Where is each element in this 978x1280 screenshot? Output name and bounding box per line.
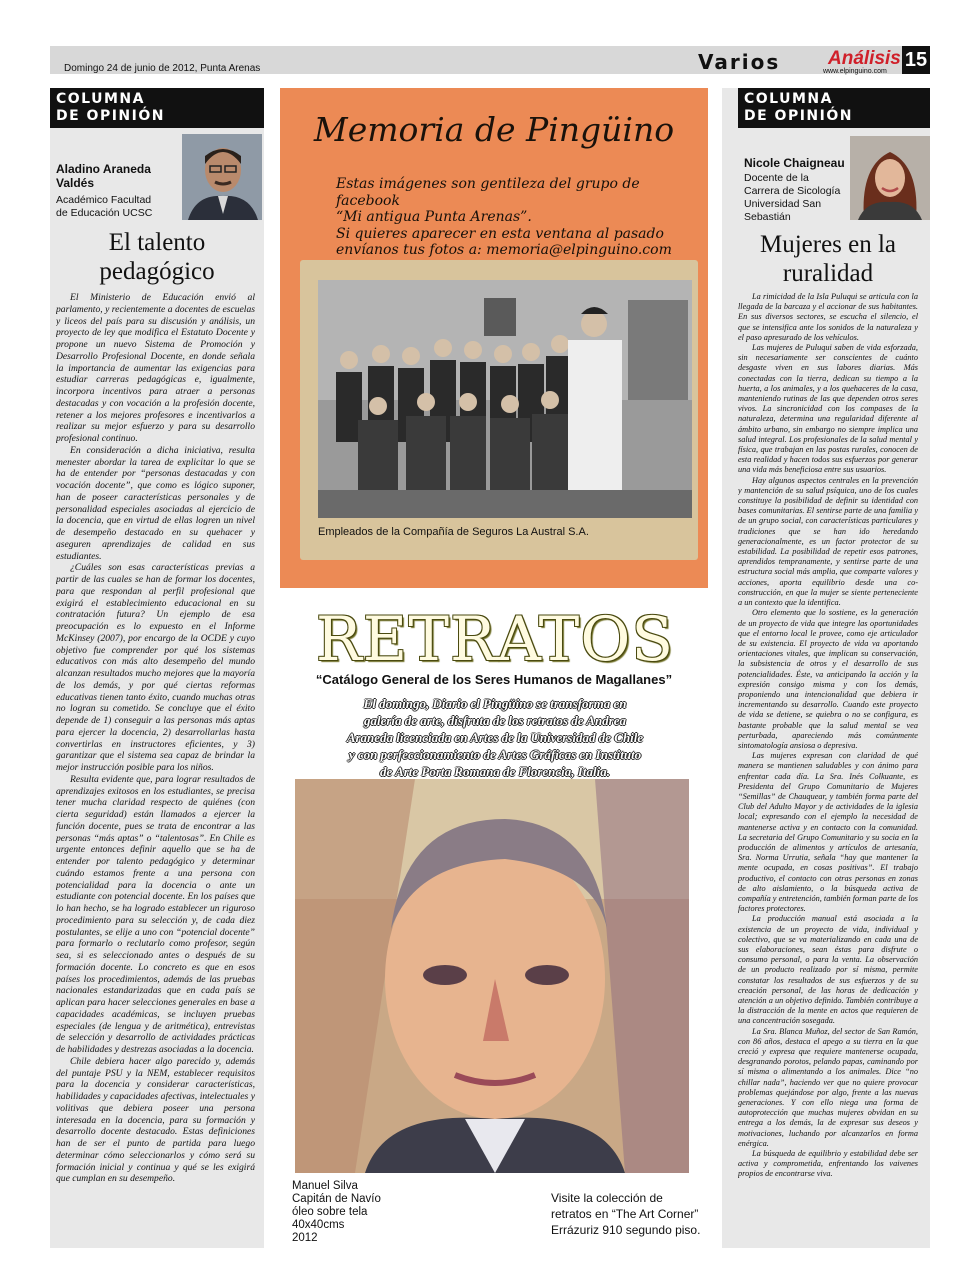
description-line: El domingo, Diario el Pingüino se transforma en xyxy=(363,696,627,711)
author-role-line: Académico Facultad xyxy=(56,194,152,206)
intro-line: Si quieres aparecer en esta ventana al pasado xyxy=(336,225,664,242)
paragraph: La producción manual está asociada a la existencia de un proyecto de vida, individual y colectivo, que se va materializando en cada una de sus elaboraciones, sean éstas para disfrute o consumo personal, o para la venta. La observación de un producto realizado por sí misma, permite constatar los resultados de sus esfuerzos y de su creación personal, de las horas de dedicación y atención a un objetivo definido. También contribuye a la distracción de la mente en actos que requieren de una concentración sosegada. xyxy=(738,914,918,1026)
author-role-line: Universidad San xyxy=(744,198,822,210)
intro-line: envíanos tus fotos a: memoria@elpinguino.com xyxy=(336,242,672,258)
heading-line: COLUMNA xyxy=(744,91,833,107)
section-name: Varios xyxy=(698,50,781,74)
heading-line: COLUMNA xyxy=(56,91,145,107)
paragraph: En consideración a dicha iniciativa, resulta menester abordar la tarea de explicitar lo que se ha de entender por “personas destacadas y con vocación docente”, que como es lógico suponer, han de poseer características personales y de personalidad especiales asociadas al ejercicio de la docencia, que en virtud de ellas logren un nivel de desempeño destacado en su quehacer y aseguren aprendizajes de calidad en sus estudiantes. xyxy=(56,444,255,562)
title-line: Mujeres en la xyxy=(759,231,897,258)
paragraph: La búsqueda de equilibrio y estabilidad debe ser activa y comprometida, enfrentando los vaivenes propios de encontrarse viva. xyxy=(738,1149,918,1179)
caption-line: 2012 xyxy=(292,1232,318,1244)
caption-line: Capitán de Navío xyxy=(292,1193,381,1205)
paragraph: La rimicidad de la Isla Puluqui se articula con la llegada de la barcaza y el accionar de sus habitantes. En sus diversos sectores, se escucha el silencio, el que se intensifica ante los sonidos de la naturaleza y el paso apresurado de los vehículos. xyxy=(738,292,918,342)
paragraph: Hay algunos aspectos centrales en la prevención y mantención de su salud psíquica, uno de los cuales constituye la posibilidad de definir su identidad con bases comunitarias. El sentirse parte de una familia y de un grupo social, con características particulares y tradiciones que se han ido heredando generacionalmente, es un factor protector de su estabilidad. La posibilidad de repetir esos patrones, aprendidos tempranamente, y sentirse parte de una estructura social más amplia, que comparte valores y acciones, aporta equilibrio desde una co-construcción, en que la mujer se siente perteneciente a un contexto que la identifica. xyxy=(738,475,918,608)
retratos-description xyxy=(305,695,685,780)
author-name-line: Aladino Araneda xyxy=(56,162,151,176)
painted-portrait xyxy=(295,779,689,1173)
author-role-line: de Educación UCSC xyxy=(56,207,153,219)
website-url: www.elpinguino.com xyxy=(823,68,887,75)
author-role-line: Carrera de Sicología xyxy=(744,185,841,197)
caption-line: Manuel Silva xyxy=(292,1180,358,1192)
author-role-line: Sebastián xyxy=(744,211,791,223)
left-article-body xyxy=(56,292,255,1238)
historic-group-photo xyxy=(318,280,692,518)
paragraph: Otro elemento que lo sostiene, es la generación de un proyecto de vida que integre las oportunidades que el entorno local le provee, como eje articulador de su existencia. El proyecto de vida va aportando orientaciones vitales, que implican su conservación, la subsistencia de otros y el desarrollo de sus potencialidades. Éste, va anticipando la acción y la expresión consigo misma y con los demás, proponiendo una intencionalidad que debiera ir incrementando su desarrollo. Cuando este proyecto de vida se detiene, se quiebra o no se configura, es bastante probable que la salud mental se vea perturbada, apareciendo más comúnmente sintomatología ansiosa o depresiva. xyxy=(738,608,918,750)
right-author-role xyxy=(744,172,840,224)
author-name-line: Valdés xyxy=(56,176,95,190)
description-line: galería de arte, disfruta de los retratos de Andrea xyxy=(363,713,627,728)
left-column-heading xyxy=(50,88,264,128)
title-line: ruralidad xyxy=(782,260,874,287)
description-line: y con perfeccionamiento de Artes Gráficas en Instituto xyxy=(348,747,642,762)
retratos-subtitle: “Catálogo General de los Seres Humanos de Magallanes” xyxy=(315,672,673,687)
heading-line: DE OPINIÓN xyxy=(56,108,165,124)
paragraph: Las mujeres de Puluqui saben de vida esforzada, sin necesariamente ser conscientes de cuánto desgaste viven en sus labores diarias. Más conectadas con la tierra, dedican su tiempo a la huerta, a los animales, y a los quehaceres de la casa, manteniendo rutinas de las que dependen otros seres vivos. La sincronicidad con los compases de la naturaleza, determina una regularidad diferente al ámbito urbano, sin embargo no siempre implica una salud integral. Los profesionales de la salud mental y física, que trabajan en las postas rurales, conocen de esta realidad y hacen todos sus esfuerzos por generar una vida más beneficiosa entre sus usuarios. xyxy=(738,343,918,475)
right-author-photo xyxy=(850,136,930,220)
author-photo-icon xyxy=(850,136,930,220)
historic-group-photo-icon xyxy=(318,280,692,518)
memoria-photo-caption: Empleados de la Compañía de Seguros La Austral S.A. xyxy=(318,526,589,538)
memoria-box xyxy=(280,88,708,588)
paragraph: La Sra. Blanca Muñoz, del sector de San Ramón, con 86 años, destaca el apego a su tierra en la que creció y expresa que requiere mantenerse ocupada, desgranando porotos, pelando papas, caminando por sí misma o alimentando a los animales. Dice “no chillar nada”, haciendo ver que no quiere provocar problemas quejándose por algo, frente a las nuevas generaciones. Y con ello niega una forma de autoprotección que muchas mujeres obvidan en su entrega a los demás, la de expresar sus deseos y motivaciones, luchando por alcanzarlos en forma enérgica. xyxy=(738,1026,918,1148)
intro-line: “Mi antigua Punta Arenas”. xyxy=(336,209,532,225)
issue-date: Domingo 24 de junio de 2012, Punta Arenas xyxy=(64,63,261,74)
right-article-body xyxy=(738,292,918,1242)
right-author-name: Nicole Chaigneau xyxy=(744,156,845,170)
left-author-role xyxy=(56,194,152,220)
right-column-heading xyxy=(738,88,930,128)
memoria-intro xyxy=(336,176,696,259)
description-line: de Arte Porta Romana de Florencia, Italia. xyxy=(380,764,610,779)
retratos-title: RETRATOS xyxy=(315,604,675,675)
author-role-line: Docente de la xyxy=(744,172,809,184)
left-author-name xyxy=(56,162,151,190)
author-photo-icon xyxy=(182,134,262,220)
title-line: pedagógico xyxy=(99,258,215,285)
visit-notice: Visite la colección de retratos en “The Art Corner” Errázuriz 910 segundo piso. xyxy=(551,1191,701,1237)
paragraph: Chile debiera hacer algo parecido y, además del puntaje PSU y la NEM, establecer requisitos para la docencia y considerar características, habilidades y capacidades afectivas, intelectuales y volitivas que debiera poseer una persona interesada en la docencia, para su formación y desarrollo docente destacado. Estas definiciones han de ser el punto de partida para luego determinar cómo seleccionarlos y cómo será su formación inicial y continua y qué se les exigirá que cumplan en su desempeño. xyxy=(56,1055,255,1185)
caption-line: óleo sobre tela xyxy=(292,1206,368,1218)
paragraph: Las mujeres expresan con claridad de qué manera se mantienen saludables y con ánimo para enfrentar cada día. La Sra. Inés Colkuante, es Presidenta del Grupo Comunitario de Mujeres “Semillas” de Chauquear, y también forma parte del Club del Adulto Mayor y de actividades de la iglesia local; expresando con el ejemplo la necesidad de mantenerse activa y en contacto con la comunidad. La secretaria del Grupo Comunitario y su socia en la producción de alimentos y artículos de artesanía, Sra. Norma Urrutia, señala “hay que mantener la mente ocupada, en cosas positivas”. El trabajo productivo, el contacto con otras personas en zonas de alto aislamiento, o la búsqueda activa de compañía y entretención, también forman parte de los factores protectores. xyxy=(738,751,918,914)
paragraph: ¿Cuáles son esas características previas a partir de las cuales se han de formar los docentes, para que respondan al perfil profesional que exigirá el establecimiento educacional en su contratación futura? Un ejemplo de esa preocupación es lo expuesto en el Informe McKinsey (2007), por encargo de la OCDE y cuyo objetivo fue comprender por qué los sistemas educativos con más alto desempeño del mundo alcanzan resultados mucho mejores que la mayoría de los demás, y por qué ciertas reformas educativas tienen tanto éxito, cuando muchas otras no logran su cometido. Se concluye que el éxito depende de 1) conseguir a las personas más aptas para ejercer la docencia, 2) desarrollarlas hasta convertirlas en instructores eficientes, y 3) garantizar que el sistema sea capaz de brindar la mejor instrucción posible para los niños. xyxy=(56,562,255,773)
paragraph: El Ministerio de Educación envió al parlamento, y recientemente a docentes de escuelas y liceos del país para su discusión y análisis, un proyecto de ley que modifica el Estatuto Docente y propone un nuevo Sistema de Promoción y Desarrollo Profesional Docente, en donde señala la importancia de aumentar las exigencias para estudiar carreras pedagógicas e, igualmente, incorpora incentivos para atraer a personas destacadas y con vocación a la profesión docente, retener a los mejores profesores e incentivarlos a realizar su mejor esfuerzo y para su desarrollo profesional continuo. xyxy=(56,292,255,444)
portrait-caption xyxy=(292,1180,381,1245)
left-article-title xyxy=(56,228,258,286)
intro-line: Estas imágenes son gentileza del grupo de facebook xyxy=(336,176,640,209)
heading-line: DE OPINIÓN xyxy=(744,108,853,124)
newspaper-logo: Análisis xyxy=(828,48,901,69)
title-line: El talento xyxy=(108,229,206,256)
memoria-title: Memoria de Pingüino xyxy=(313,110,675,149)
right-article-title xyxy=(732,230,924,288)
paragraph: Resulta evidente que, para lograr resultados de aprendizajes exitosos en los estudiantes, se precisa tener mucha claridad respecto de quiénes (con cierta seguridad) están llamados a ejercer la función docente, pues se trata de encontrar a las personas “más aptas” o “talentosas”. En Chile es urgente entonces definir aquello que se ha de entender por talento pedagógico y determinar cuándo estamos frente a una persona con potencialidad para la docencia o ante un estudiante con potencial docente. En los países que lo han hecho, se ha logrado establecer un riguroso procedimiento para su selección y, de cada diez postulantes, se elije a uno con “potencial docente” para formarlo o reclutarlo como profesor, según sea, si es seleccionado antes o después de su formación docente. Lo concreto es que en esos países los procedimientos, además de las pruebas nacionales estandarizadas que en cada país se aplican para hacer selecciones generales en base a capacidades académicas, se incluyen pruebas especiales (de lengua y de aritmética), entrevistas de selección y desarrollo de actividades prácticas de habilidades y destrezas asociadas a la docencia. xyxy=(56,773,255,1055)
painted-portrait-icon xyxy=(295,779,689,1173)
description-line: Araneda licenciada en Artes de la Universidad de Chile xyxy=(346,730,644,745)
page-number: 15 xyxy=(902,46,930,74)
caption-line: 40x40cms xyxy=(292,1219,345,1231)
left-author-photo xyxy=(182,134,262,220)
